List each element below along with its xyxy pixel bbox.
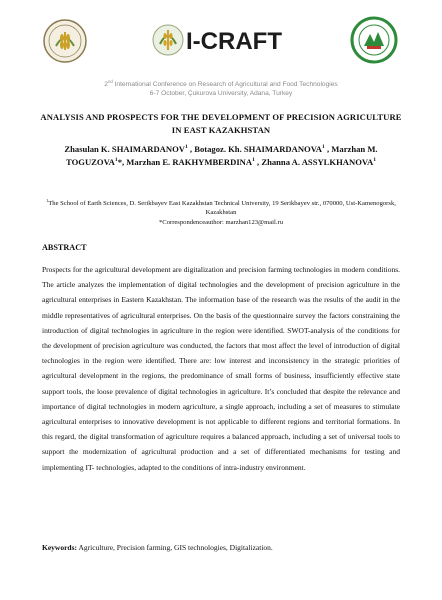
conference-info xyxy=(0,80,442,98)
icraft-logo-text: I-CRAFT xyxy=(186,28,282,55)
keywords-text: Agriculture, Precision farming, GIS technologies, Digitalization. xyxy=(77,543,273,552)
author-list: Zhasulan K. SHAIMARDANOV$^1$ , Botagoz. Kh. SHAIMARDANOVA$^1$ , Marzhan M. TOGUZOVA$^1$*, Marzhan E. RAKHYMBERDINA$^1$ , Zhanna A. ASSYLKHANOVA$^1$ xyxy=(64,144,378,167)
abstract-body: Prospects for the agricultural development are digitalization and precision farming technologies in modern conditions. The article analyzes the implementation of digital technologies and the development of precision agriculture in the agricultural enterprises in Eastern Kazakhstan. The information base of the research was the results of the audit in the middle representatives of agricultural enterprises. On the basis of the questionnaire survey the factors constraining the introduction of digital technologies in agriculture in the region were identified. SWOT-analysis of the conditions for the development of precision agriculture was conducted, the factors that most affect the level of introduction of digital technologies in the region were identified. There are: low interest and inconsistency in the strategic priorities of agricultural development in the regions, the predominance of small forms of business, insufficiently effective state support tools, the loose prevalence of digital technologies in agriculture. It’s concluded that despite the relevance and importance of digital technologies in modern agriculture, a single approach, including a set of measures to stimulate agricultural enterprises to innovative development is not applicable to different regions and territorial formations. In this regard, the digital transformation of agriculture requires a balanced approach, including a set of universal tools to support the modernization of agricultural production and a set of differentiated mechanisms for testing and implementing IT- technologies, adapted to the conditions of intra-industry environment. xyxy=(42,265,400,472)
page-header xyxy=(0,14,442,76)
icraft-logo xyxy=(150,20,300,60)
keywords-line xyxy=(42,542,400,553)
keywords-label: Keywords: xyxy=(42,543,77,552)
conference-line-1: 2nd International Conference on Research of Agricultural and Food Technologies xyxy=(104,78,338,88)
correspondence-line: *Correspondenceauthor: marzhan123@mail.ru xyxy=(159,218,283,226)
university-seal-logo xyxy=(350,16,398,64)
conference-seal-logo xyxy=(42,18,88,64)
conference-line-2: 6-7 October, Çukurova University, Adana, Turkey xyxy=(149,90,293,97)
affiliation-line: $^1$The School of Earth Sciences, D. Serikbayev East Kazakhstan Technical University, 19 Serikbayev str., 070000, Ust-Kamenogorsk, Kazakhstan xyxy=(46,197,396,217)
affiliation xyxy=(40,199,402,227)
paper-title: ANALYSIS AND PROSPECTS FOR THE DEVELOPMENT OF PRECISION AGRICULTURE IN EAST KAZAKHSTAN xyxy=(40,112,402,135)
abstract-heading: ABSTRACT xyxy=(42,243,87,252)
